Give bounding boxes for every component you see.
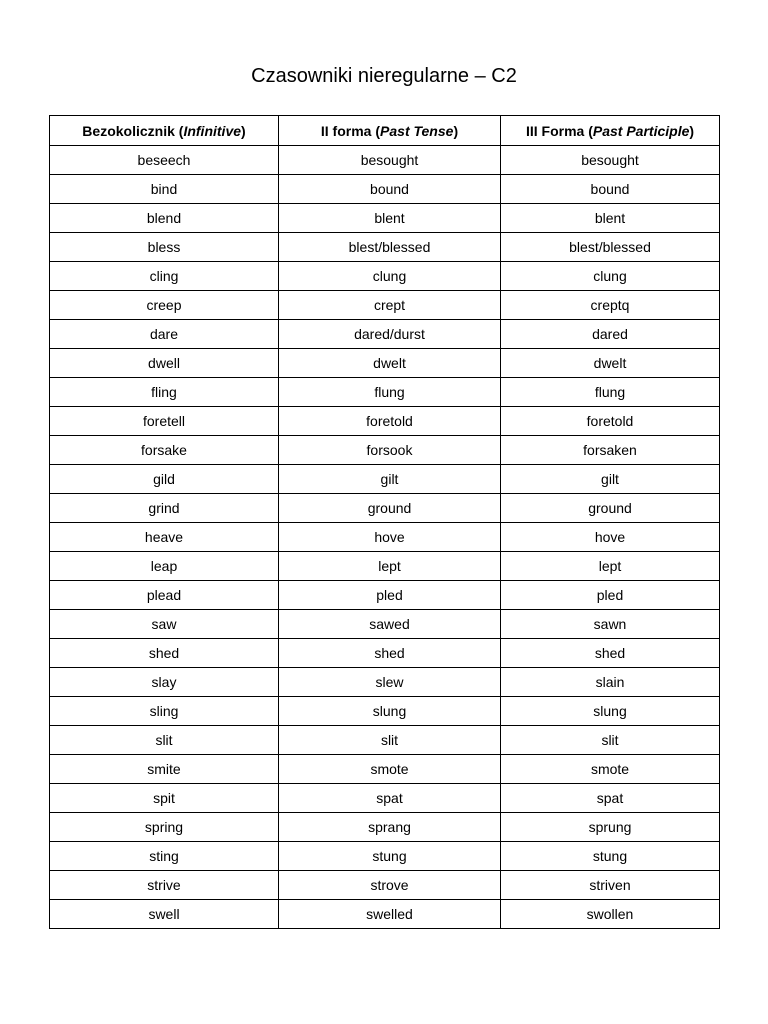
cell-past-participle: slit [501,726,720,755]
cell-infinitive: creep [50,291,279,320]
table-row [50,262,720,291]
cell-past-participle: pled [501,581,720,610]
cell-infinitive: heave [50,523,279,552]
cell-past-tense: strove [279,871,501,900]
table-row [50,494,720,523]
cell-past-participle: bound [501,175,720,204]
cell-past-tense: ground [279,494,501,523]
cell-infinitive: forsake [50,436,279,465]
cell-past-tense: besought [279,146,501,175]
cell-infinitive: sting [50,842,279,871]
cell-past-tense: foretold [279,407,501,436]
table-row [50,233,720,262]
cell-past-participle: stung [501,842,720,871]
table-row [50,697,720,726]
cell-infinitive: beseech [50,146,279,175]
cell-past-tense: hove [279,523,501,552]
cell-past-tense: smote [279,755,501,784]
cell-past-tense: spat [279,784,501,813]
table-row [50,320,720,349]
cell-past-participle: slain [501,668,720,697]
table-row [50,407,720,436]
table-row [50,784,720,813]
table-row [50,175,720,204]
cell-infinitive: slay [50,668,279,697]
cell-past-participle: blent [501,204,720,233]
cell-past-participle: sprung [501,813,720,842]
cell-past-participle: swollen [501,900,720,929]
cell-infinitive: foretell [50,407,279,436]
cell-infinitive: spit [50,784,279,813]
cell-infinitive: swell [50,900,279,929]
cell-infinitive: fling [50,378,279,407]
table-row [50,523,720,552]
cell-past-participle: smote [501,755,720,784]
cell-past-tense: blest/blessed [279,233,501,262]
table-row [50,349,720,378]
table-row [50,726,720,755]
header-label-italic: Past Tense [380,122,454,139]
table-row [50,842,720,871]
table-row [50,581,720,610]
cell-infinitive: shed [50,639,279,668]
column-header-past-tense: II forma (Past Tense) [279,116,501,146]
table-row [50,813,720,842]
cell-past-tense: clung [279,262,501,291]
cell-past-participle: shed [501,639,720,668]
page-title: Czasowniki nieregularne – C2 [251,65,517,87]
cell-infinitive: sling [50,697,279,726]
cell-past-tense: slew [279,668,501,697]
header-label: III Forma [525,122,585,139]
cell-past-participle: dared [501,320,720,349]
table-row [50,291,720,320]
column-header-infinitive: Bezokolicznik (Infinitive) [50,116,279,146]
table-row [50,668,720,697]
cell-infinitive: grind [50,494,279,523]
cell-past-tense: swelled [279,900,501,929]
cell-infinitive: dwell [50,349,279,378]
cell-past-participle: dwelt [501,349,720,378]
table-row [50,378,720,407]
cell-past-participle: lept [501,552,720,581]
header-label: II forma [320,122,372,139]
table-row [50,871,720,900]
cell-past-participle: ground [501,494,720,523]
cell-past-participle: sawn [501,610,720,639]
table-row [50,900,720,929]
cell-past-participle: foretold [501,407,720,436]
cell-past-tense: gilt [279,465,501,494]
cell-infinitive: saw [50,610,279,639]
cell-infinitive: smite [50,755,279,784]
column-header-past-participle: III Forma (Past Participle) [501,116,720,146]
cell-infinitive: strive [50,871,279,900]
cell-past-tense: dared/durst [279,320,501,349]
cell-infinitive: cling [50,262,279,291]
cell-past-participle: gilt [501,465,720,494]
cell-infinitive: spring [50,813,279,842]
header-label-italic: Infinitive [183,122,242,139]
cell-past-participle: slung [501,697,720,726]
cell-infinitive: gild [50,465,279,494]
cell-past-participle: spat [501,784,720,813]
cell-past-tense: crept [279,291,501,320]
cell-past-tense: bound [279,175,501,204]
table-header-row [50,116,720,146]
table-row [50,552,720,581]
cell-past-tense: stung [279,842,501,871]
cell-past-tense: dwelt [279,349,501,378]
header-label-italic: Past Participle [592,122,690,139]
cell-past-tense: shed [279,639,501,668]
cell-past-tense: slit [279,726,501,755]
cell-past-tense: blent [279,204,501,233]
cell-past-participle: besought [501,146,720,175]
table-row [50,146,720,175]
table-row [50,204,720,233]
table-row [50,465,720,494]
cell-past-participle: blest/blessed [501,233,720,262]
table-row [50,436,720,465]
cell-past-participle: forsaken [501,436,720,465]
cell-infinitive: leap [50,552,279,581]
table-body [50,146,720,929]
table-row [50,639,720,668]
cell-past-participle: clung [501,262,720,291]
cell-infinitive: bless [50,233,279,262]
cell-infinitive: bind [50,175,279,204]
table-row [50,610,720,639]
cell-past-participle: flung [501,378,720,407]
cell-past-participle: creptq [501,291,720,320]
cell-past-tense: lept [279,552,501,581]
cell-past-tense: sprang [279,813,501,842]
cell-past-tense: pled [279,581,501,610]
cell-past-participle: hove [501,523,720,552]
cell-infinitive: plead [50,581,279,610]
cell-past-tense: slung [279,697,501,726]
table-row [50,755,720,784]
cell-past-participle: striven [501,871,720,900]
header-label: Bezokolicznik [82,122,175,139]
cell-past-tense: sawed [279,610,501,639]
cell-past-tense: forsook [279,436,501,465]
cell-infinitive: slit [50,726,279,755]
cell-past-tense: flung [279,378,501,407]
cell-infinitive: blend [50,204,279,233]
cell-infinitive: dare [50,320,279,349]
irregular-verbs-table [49,115,720,929]
